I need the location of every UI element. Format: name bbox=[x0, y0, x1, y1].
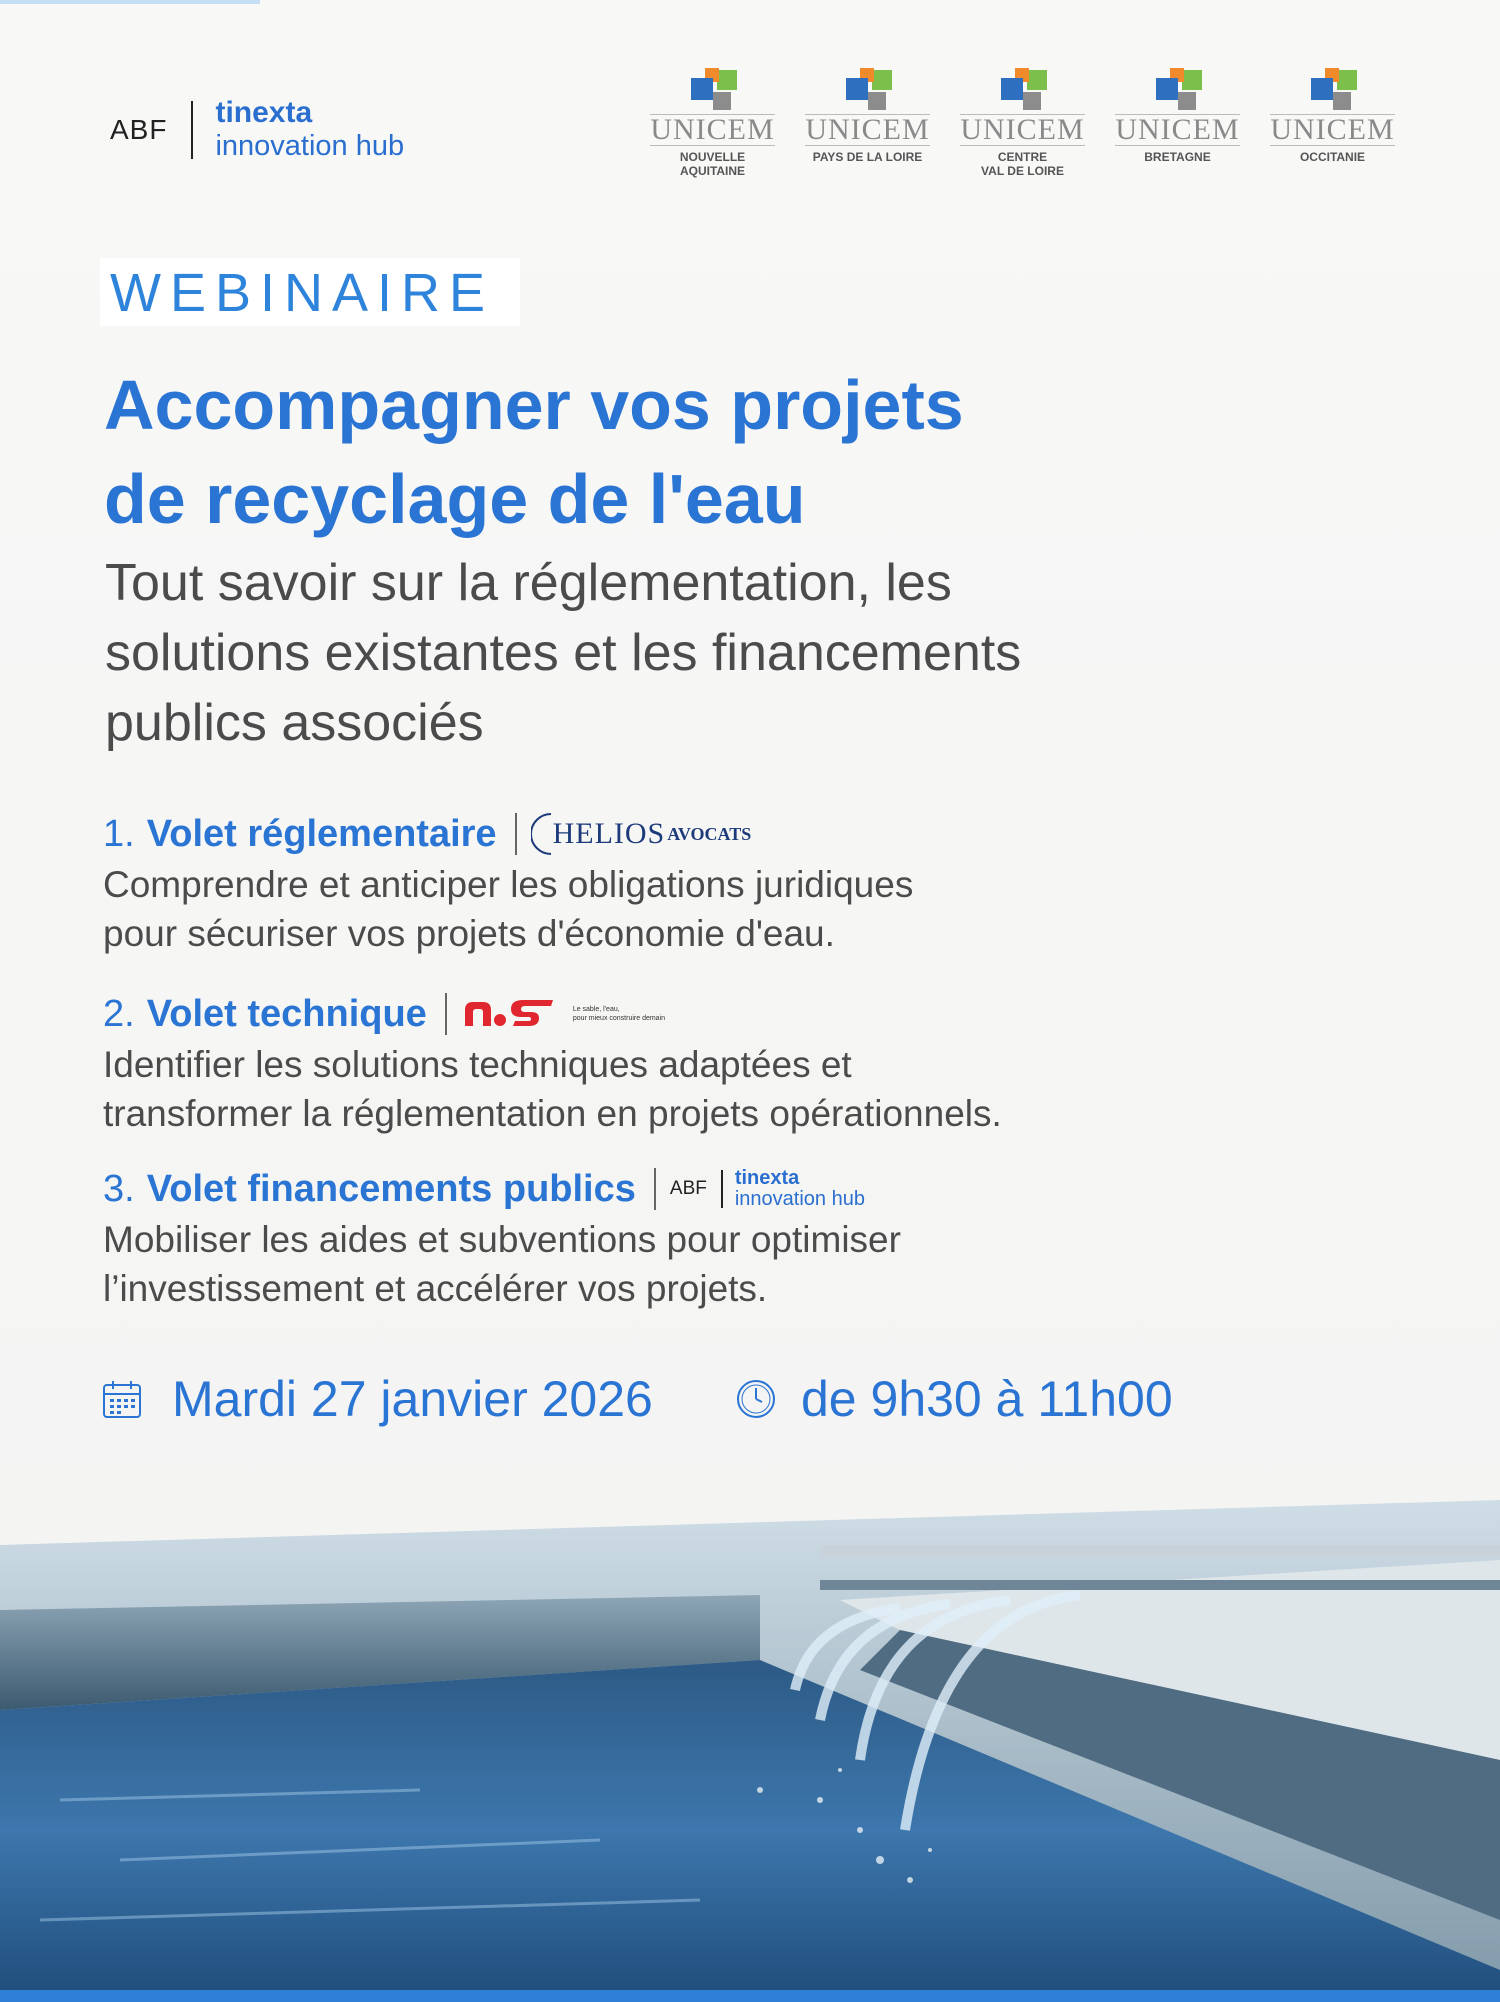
unicem-name: UNICEM bbox=[650, 113, 775, 146]
logo-divider bbox=[191, 101, 193, 159]
subtitle bbox=[105, 548, 1305, 758]
unicem-logo bbox=[801, 68, 934, 178]
ms-tagline: Le sable, l'eau, pour mieux construire demain bbox=[572, 1006, 666, 1022]
unicem-region: OCCITANIE bbox=[1299, 150, 1366, 164]
description-line: l’investissement et accélérer vos projets. bbox=[103, 1268, 768, 1309]
event-time bbox=[735, 1370, 1173, 1428]
unicem-logo bbox=[1266, 68, 1399, 178]
unicem-name: UNICEM bbox=[1115, 113, 1240, 146]
unicem-logo bbox=[956, 68, 1089, 178]
abf-tinexta-logo bbox=[110, 98, 404, 161]
volet-description bbox=[103, 860, 913, 958]
volet-title: Volet réglementaire bbox=[146, 812, 497, 855]
date-text: Mardi 27 janvier 2026 bbox=[172, 1371, 653, 1427]
time-text: de 9h30 à 11h00 bbox=[801, 1371, 1173, 1427]
description-line: Identifier les solutions techniques adaptées et bbox=[103, 1044, 852, 1085]
unicem-region: CENTRE VAL DE LOIRE bbox=[981, 150, 1064, 178]
unicem-squares-icon bbox=[685, 68, 741, 116]
description-line: pour sécuriser vos projets d'économie d'eau. bbox=[103, 913, 835, 954]
bottom-accent-bar bbox=[0, 1990, 1500, 2002]
volet-title: Volet technique bbox=[146, 992, 427, 1035]
title-line: de recyclage de l'eau bbox=[104, 460, 806, 538]
volet-divider bbox=[654, 1168, 656, 1210]
volet-divider bbox=[445, 993, 447, 1035]
subtitle-line: Tout savoir sur la réglementation, les bbox=[105, 554, 952, 612]
volet-technique bbox=[103, 990, 1002, 1138]
water-treatment-photo bbox=[0, 1500, 1500, 2002]
unicem-logo bbox=[1111, 68, 1244, 178]
tinexta-label: tinexta bbox=[215, 96, 313, 129]
description-line: Mobiliser les aides et subventions pour optimiser bbox=[103, 1219, 901, 1260]
calendar-icon bbox=[102, 1379, 142, 1419]
subtitle-line: publics associés bbox=[105, 694, 484, 752]
logo-divider bbox=[721, 1170, 723, 1208]
page-title bbox=[104, 358, 964, 546]
helios-suffix: AVOCATS bbox=[667, 823, 752, 844]
abf-label: ABF bbox=[110, 113, 168, 145]
description-line: Comprendre et anticiper les obligations juridiques bbox=[103, 864, 914, 905]
ms-logo bbox=[461, 996, 665, 1032]
unicem-region: PAYS DE LA LOIRE bbox=[812, 150, 923, 164]
abf-tinexta-mini-logo bbox=[670, 1168, 865, 1210]
webinaire-label: WEBINAIRE bbox=[110, 263, 495, 323]
innovation-hub-label: innovation hub bbox=[734, 1188, 865, 1210]
unicem-name: UNICEM bbox=[1270, 113, 1395, 146]
volet-title: Volet financements publics bbox=[146, 1167, 636, 1210]
unicem-logos bbox=[646, 68, 1399, 178]
unicem-logo bbox=[646, 68, 779, 178]
helios-avocats-logo bbox=[531, 812, 752, 856]
unicem-name: UNICEM bbox=[960, 113, 1085, 146]
volet-divider bbox=[515, 813, 517, 855]
volet-financements-publics bbox=[103, 1165, 901, 1313]
unicem-region: NOUVELLE AQUITAINE bbox=[679, 150, 746, 178]
clock-icon bbox=[735, 1378, 777, 1420]
unicem-squares-icon bbox=[1305, 68, 1361, 116]
unicem-squares-icon bbox=[995, 68, 1051, 116]
unicem-squares-icon bbox=[1150, 68, 1206, 116]
unicem-squares-icon bbox=[840, 68, 896, 116]
event-date bbox=[102, 1370, 653, 1428]
volet-reglementaire bbox=[103, 810, 913, 958]
unicem-region: BRETAGNE bbox=[1144, 150, 1211, 164]
volet-description bbox=[103, 1215, 901, 1313]
description-line: transformer la réglementation en projets opérationnels. bbox=[103, 1093, 1002, 1134]
ms-brand-mark-icon bbox=[461, 996, 561, 1032]
helios-name: HELIOS bbox=[552, 817, 666, 850]
volet-number: 3. bbox=[103, 1167, 135, 1210]
top-accent-line bbox=[0, 0, 260, 4]
title-line: Accompagner vos projets bbox=[104, 366, 964, 444]
subtitle-line: solutions existantes et les financements bbox=[105, 624, 1022, 682]
volet-description bbox=[103, 1040, 1002, 1138]
abf-label: ABF bbox=[669, 1178, 707, 1199]
helios-arc-icon bbox=[531, 812, 553, 856]
innovation-hub-label: innovation hub bbox=[215, 130, 405, 162]
volet-number: 2. bbox=[103, 992, 135, 1035]
tinexta-label: tinexta bbox=[734, 1167, 800, 1189]
volet-number: 1. bbox=[103, 812, 135, 855]
unicem-name: UNICEM bbox=[805, 113, 930, 146]
